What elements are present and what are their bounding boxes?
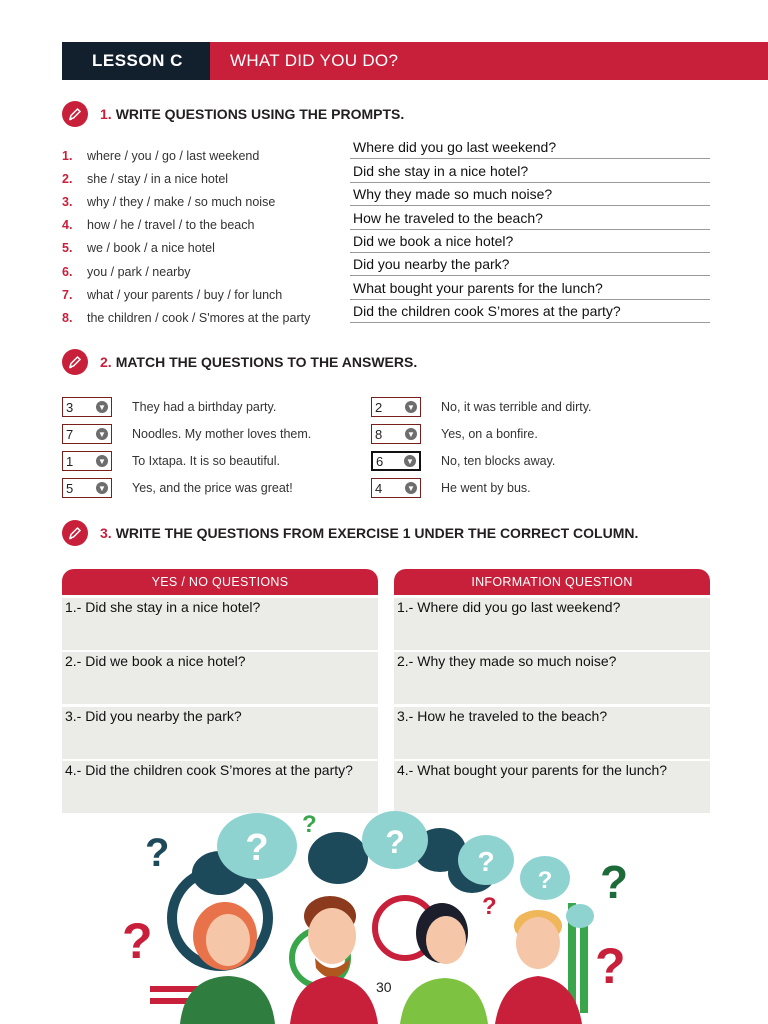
chevron-down-icon: ▼ xyxy=(405,428,417,440)
exercise-number: 3. xyxy=(100,525,112,541)
item-number: 3. xyxy=(62,194,73,209)
select-value: 8 xyxy=(375,426,383,442)
answer-field-2[interactable]: Did she stay in a nice hotel? xyxy=(350,159,710,182)
svg-text:?: ? xyxy=(145,831,170,875)
chevron-down-icon: ▼ xyxy=(96,401,108,413)
pencil-icon xyxy=(62,520,88,546)
list-item xyxy=(62,144,342,167)
lesson-title: WHAT DID YOU DO? xyxy=(210,42,768,80)
chevron-down-icon: ▼ xyxy=(405,401,417,413)
svg-text:?: ? xyxy=(482,893,497,920)
exercise-number: 1. xyxy=(100,106,112,122)
select-value: 2 xyxy=(375,399,383,415)
pencil-icon xyxy=(62,349,88,375)
match-row xyxy=(371,423,538,445)
list-item xyxy=(62,306,342,329)
select-value: 5 xyxy=(66,480,74,496)
svg-text:?: ? xyxy=(245,827,269,869)
answer-field-4[interactable]: How he traveled to the beach? xyxy=(350,206,710,229)
match-answer-text: No, it was terrible and dirty. xyxy=(441,400,592,414)
exercise-1-title xyxy=(62,101,404,127)
match-select[interactable] xyxy=(371,451,421,471)
chevron-down-icon: ▼ xyxy=(405,482,417,494)
yes-no-cell-1[interactable]: 1.- Did she stay in a nice hotel? xyxy=(62,598,378,650)
information-column xyxy=(394,569,710,813)
lesson-header xyxy=(62,42,768,80)
item-number: 4. xyxy=(62,218,73,233)
item-number: 1. xyxy=(62,148,73,163)
match-row xyxy=(62,423,311,445)
answer-field-7[interactable]: What bought your parents for the lunch? xyxy=(350,276,710,299)
exercise-3-title xyxy=(62,520,638,546)
prompts-list xyxy=(62,144,342,330)
chevron-down-icon: ▼ xyxy=(404,455,416,467)
match-answer-text: Yes, on a bonfire. xyxy=(441,427,538,441)
svg-text:?: ? xyxy=(302,811,317,838)
list-item xyxy=(62,283,342,306)
exercise-2-title xyxy=(62,349,417,375)
match-select[interactable] xyxy=(62,397,112,417)
item-number: 7. xyxy=(62,287,73,302)
chevron-down-icon: ▼ xyxy=(96,455,108,467)
answer-field-5[interactable]: Did we book a nice hotel? xyxy=(350,230,710,253)
prompt-text: why / they / make / so much noise xyxy=(87,194,276,209)
match-answer-text: Yes, and the price was great! xyxy=(132,481,293,495)
match-row xyxy=(371,396,592,418)
item-number: 8. xyxy=(62,310,73,325)
answer-field-3[interactable]: Why they made so much noise? xyxy=(350,183,710,206)
svg-text:?: ? xyxy=(477,846,495,877)
prompt-text: the children / cook / S'mores at the party xyxy=(87,310,311,325)
exercise-instruction: MATCH THE QUESTIONS TO THE ANSWERS. xyxy=(115,354,418,370)
match-answer-text: To Ixtapa. It is so beautiful. xyxy=(132,454,280,468)
list-item xyxy=(62,214,342,237)
match-select[interactable] xyxy=(371,424,421,444)
match-answer-text: No, ten blocks away. xyxy=(441,454,556,468)
match-answer-text: Noodles. My mother loves them. xyxy=(132,427,312,441)
match-select[interactable] xyxy=(371,478,421,498)
svg-text:?: ? xyxy=(600,856,629,908)
match-row xyxy=(371,450,555,472)
chevron-down-icon: ▼ xyxy=(96,428,108,440)
match-row xyxy=(62,396,276,418)
chevron-down-icon: ▼ xyxy=(96,482,108,494)
yes-no-cell-4[interactable]: 4.- Did the children cook S’mores at the party? xyxy=(62,761,378,813)
list-item xyxy=(62,260,342,283)
match-row xyxy=(62,450,280,472)
match-answer-text: They had a birthday party. xyxy=(132,400,277,414)
item-number: 6. xyxy=(62,264,73,279)
info-cell-3[interactable]: 3.- How he traveled to the beach? xyxy=(394,707,710,759)
match-answer-text: He went by bus. xyxy=(441,481,531,495)
select-value: 1 xyxy=(66,453,74,469)
match-row xyxy=(371,477,531,499)
svg-text:?: ? xyxy=(122,913,153,969)
info-cell-4[interactable]: 4.- What bought your parents for the lunch? xyxy=(394,761,710,813)
list-item xyxy=(62,190,342,213)
info-cell-1[interactable]: 1.- Where did you go last weekend? xyxy=(394,598,710,650)
answer-field-6[interactable]: Did you nearby the park? xyxy=(350,253,710,276)
svg-text:?: ? xyxy=(537,867,553,894)
select-value: 4 xyxy=(375,480,383,496)
answer-fields xyxy=(350,136,710,323)
prompt-text: you / park / nearby xyxy=(87,264,191,279)
exercise-instruction: WRITE QUESTIONS USING THE PROMPTS. xyxy=(115,106,405,122)
column-header: YES / NO QUESTIONS xyxy=(62,569,378,595)
page-number: 30 xyxy=(376,979,392,995)
match-select[interactable] xyxy=(62,424,112,444)
match-select[interactable] xyxy=(62,478,112,498)
item-number: 2. xyxy=(62,171,73,186)
column-header: INFORMATION QUESTION xyxy=(394,569,710,595)
exercise-instruction: WRITE THE QUESTIONS FROM EXERCISE 1 UNDER THE CORRECT COLUMN. xyxy=(115,525,639,541)
yes-no-column xyxy=(62,569,378,813)
exercise-number: 2. xyxy=(100,354,112,370)
item-number: 5. xyxy=(62,241,73,256)
prompt-text: we / book / a nice hotel xyxy=(87,241,215,256)
answer-field-1[interactable]: Where did you go last weekend? xyxy=(350,136,710,159)
select-value: 3 xyxy=(66,399,74,415)
pencil-icon xyxy=(62,101,88,127)
prompt-text: what / your parents / buy / for lunch xyxy=(87,287,283,302)
match-select[interactable] xyxy=(62,451,112,471)
svg-text:?: ? xyxy=(595,938,626,994)
answer-field-8[interactable]: Did the children cook S’mores at the party? xyxy=(350,300,710,323)
select-value: 6 xyxy=(376,453,384,469)
info-cell-2[interactable]: 2.- Why they made so much noise? xyxy=(394,652,710,704)
yes-no-cell-3[interactable]: 3.- Did you nearby the park? xyxy=(62,707,378,759)
yes-no-cell-2[interactable]: 2.- Did we book a nice hotel? xyxy=(62,652,378,704)
match-select[interactable] xyxy=(371,397,421,417)
match-row xyxy=(62,477,293,499)
prompt-text: how / he / travel / to the beach xyxy=(87,218,255,233)
list-item xyxy=(62,167,342,190)
svg-text:?: ? xyxy=(385,824,405,860)
lesson-label: LESSON C xyxy=(62,42,210,80)
list-item xyxy=(62,237,342,260)
prompt-text: where / you / go / last weekend xyxy=(87,148,260,163)
select-value: 7 xyxy=(66,426,74,442)
prompt-text: she / stay / in a nice hotel xyxy=(87,171,229,186)
